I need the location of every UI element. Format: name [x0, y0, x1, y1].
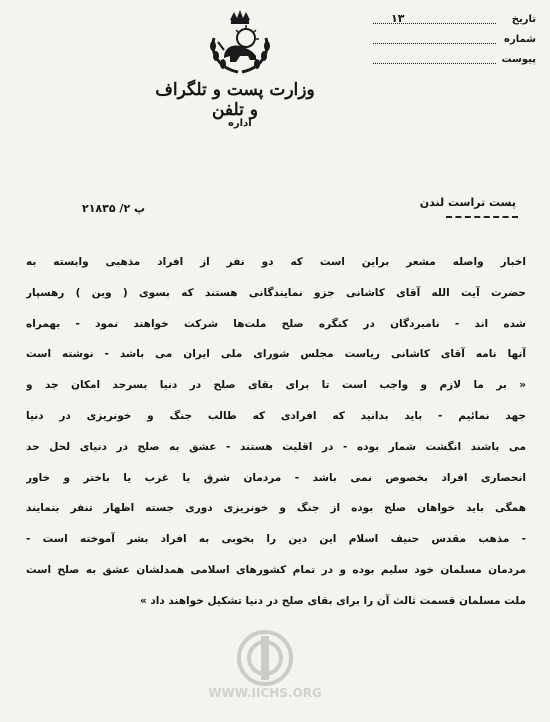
addressee: پست تراست لندن	[419, 196, 516, 209]
body-line: اخبار واصله مشعر براین است که دو نفر از افراد مذهبی وابسته به	[26, 256, 526, 268]
body-line: « بر ما لازم و واجب است تا برای بقای صلح در دنیا بسرحد امکان جد و	[26, 379, 526, 392]
attachment-dotted-line	[373, 63, 496, 64]
iichs-logo-icon	[195, 630, 335, 686]
date-field	[361, 14, 536, 34]
reference-number: پ ۲/ ۲۱۸۳۵	[82, 202, 146, 215]
body-line: همگی باید خواهان صلح بوده از جنگ و خونریزی دوری جسته اظهار تنفر بنمایند	[26, 502, 526, 515]
body-line: انحصاری افراد بخصوص نمی باشد - مردمان شرق یا غرب یا باختر و خاور	[26, 471, 526, 484]
addressee-underline	[446, 216, 518, 218]
body-line: جهد نمائیم - باید بدانید که افرادی که طالب جنگ و خونریزی در دنیا	[26, 409, 526, 422]
date-value: ۱۳	[391, 12, 405, 25]
body-line: ملت مسلمان قسمت ثالث آن را برای بقای صلح در دنیا تشکیل خواهند داد »	[139, 594, 526, 607]
ministry-name: وزارت پست و تلگراف و تلفن	[155, 80, 315, 120]
body-line: آنها نامه آقای کاشانی ریاست مجلس شورای ملی ایران می باشد - نوشته است	[26, 348, 526, 361]
watermark-url: WWW.IICHS.ORG	[208, 686, 322, 700]
number-label: شماره	[504, 34, 536, 45]
body-line: حضرت آیت الله آقای کاشانی جزو نمایندگانی هستند که بسوی ( وین ) رهسپار	[26, 286, 526, 299]
lion-and-sun-emblem-icon	[200, 8, 280, 78]
body-line: - مذهب مقدس حنیف اسلام این دین را بخوبی به افراد بشر آموخته است -	[26, 533, 526, 546]
date-label: تاریخ	[511, 14, 536, 25]
body-line: شده اند - نامبردگان در کنگره صلح ملت‌ها شرکت خواهند نمود - بهمراه	[26, 317, 526, 330]
body-line: می باشند انگشت شمار بوده - در اقلیت هستند - عشق به صلح در دنیای لحل حد	[26, 440, 526, 453]
letter-meta	[361, 14, 536, 74]
attachment-label: پیوست	[501, 54, 536, 65]
body-line: مردمان مسلمان خود سلیم بوده و در تمام کشورهای اسلامی همدلشان عشق به صلح است	[26, 563, 526, 576]
attachment-field	[361, 54, 536, 74]
letter-body	[26, 247, 526, 617]
watermark	[195, 630, 335, 710]
number-field	[361, 34, 536, 54]
number-dotted-line	[373, 43, 496, 44]
office-label: اداره	[228, 118, 252, 129]
